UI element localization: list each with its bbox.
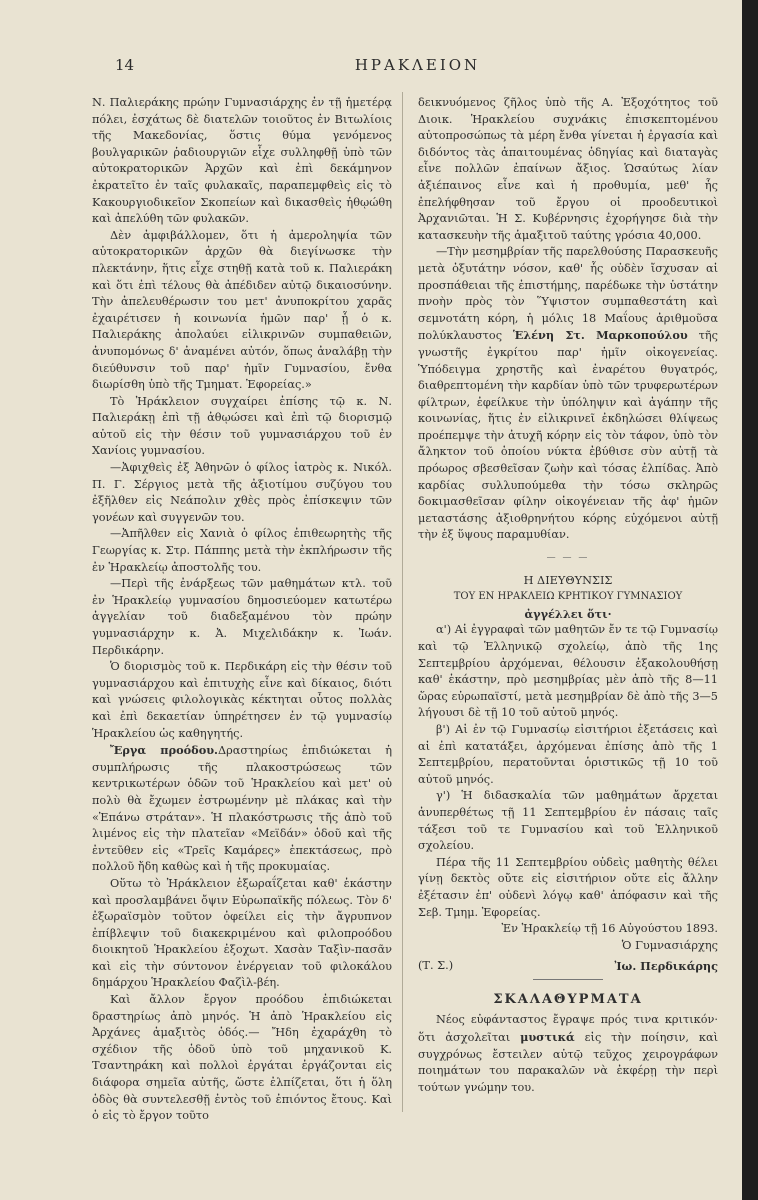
signature: Ἰω. Περδικάρης	[614, 959, 718, 974]
page-header	[115, 56, 720, 78]
paragraph: Καὶ ἄλλον ἔργον προόδου ἐπιδιώκεται δραστηρίως ἀπὸ μηνός. Ἡ ἀπὸ Ἡρακλείου εἰς Ἀρχάνες ἁμαξιτὸς ὁδός.— Ἤδη ἐχαράχθη τὸ σχέδιον τῆς ὁδοῦ ὑπὸ τοῦ μηχανικοῦ Κ. Τσαντηράκη καὶ πολλοὶ ἐργάται ἐργάζονται εἰς διάφορα σημεῖα αὐτῆς, ὥστε ἐλπίζεται, ὅτι ἡ ὅλη ὁδὸς θὰ συντελεσθῇ ἐντὸς τοῦ ἐπιόντος ἔτους. Καὶ ὁ εἰς τὸ ἔργον τοῦτο	[92, 993, 392, 1123]
paragraph	[418, 1012, 718, 1096]
column-divider	[402, 92, 403, 1112]
notice-item: β') Αἱ ἐν τῷ Γυμνασίῳ εἰσιτήριοι ἐξετάσεις καὶ αἱ ἐπὶ κατατάξει, ἀρχόμεναι ἐπίσης ἀπὸ τῆς 1 Σεπτεμβρίου, περατοῦνται ὁριστικῶς τῇ 10 τοῦ αὐτοῦ μηνός.	[418, 722, 718, 786]
notice-item: Πέρα τῆς 11 Σεπτεμβρίου οὐδεὶς μαθητὴς θέλει γίνῃ δεκτὸς οὔτε εἰς εἰσιτήριον οὔτε εἰς ἄλλην ἐξέτασιν ἐπ' οὐδενὶ λόγῳ καθ' ἀπόφασιν καὶ τῆς Σεβ. Τμημ. Ἐφορείας.	[418, 855, 718, 919]
emphasis: μυστικά	[520, 1030, 575, 1045]
notice-school: ΤΟΥ ΕΝ ΗΡΑΚΛΕΙΩ ΚΡΗΤΙΚΟΥ ΓΥΜΝΑΣΙΟΥ	[453, 591, 683, 603]
right-column	[418, 95, 718, 1096]
page-title: ΗΡΑΚΛΕΙΟΝ	[354, 56, 481, 74]
divider	[533, 979, 603, 980]
seal-mark: (Τ. Σ.)	[418, 959, 454, 973]
person-name: Ἑλένη Στ. Μαρκοπούλου	[512, 328, 688, 343]
paragraph-text: —Τὴν μεσημβρίαν τῆς παρελθούσης Παρασκευῆς μετὰ ὀξυτάτην νόσον, καθ' ἧς οὐδὲν ἴσχυσαν αἱ προσπάθειαι τῆς ἐπιστήμης, παρέδωκε τὴν ὑστάτην πνοὴν πρὸς τὸν Ὕψιστον συμπαθεστάτη καὶ σεμνοτάτη κόρη, ἡ μόλις 18 Μαΐους ἀριθμοῦσα πολύκλαυστος	[418, 245, 718, 343]
page-number: 14	[115, 56, 135, 74]
paragraph-text: Δραστηρίως ἐπιδιώκεται ἡ συμπλήρωσις τῆς πλακοστρώσεως τῶν κεντρικωτέρων ὁδῶν τοῦ Ἡρακλείου καὶ μετ' οὐ πολὺ θὰ ἔχωμεν ἐστρωμένην μὲ πλάκας καὶ τὴν «Ἐπάνω στράταν». Ἡ πλακόστρωσις τῆς ἀπὸ τοῦ λιμένος εἰς τὴν πλατεῖαν «Μεϊδάν» ὁδοῦ καὶ τῆς ἐντεῦθεν εἰς «Τρεῖς Καμάρες» ἐπεκτάσεως, πρὸ πολλοῦ ἤδη καθὼς καὶ ἡ τῆς προκυμαίας.	[92, 744, 393, 874]
paragraph: Τὸ Ἡράκλειον συγχαίρει ἐπίσης τῷ κ. Ν. Παλιεράκῃ ἐπὶ τῇ ἀθῳώσει καὶ ἐπὶ τῷ διορισμῷ αὐτοῦ εἰς τὴν θέσιν τοῦ γυμνασιάρχου τοῦ ἐν Χανίοις γυμνασίου.	[92, 394, 392, 458]
notice-issuer: Η ΔΙΕΥΘΥΝΣΙΣ	[523, 573, 613, 587]
divider: — — —	[546, 553, 590, 564]
paragraph-text: Νέος εὐφάνταστος ἔγραψε πρός τινα κριτικόν· ὅτι ἀσχολεῖται	[418, 1013, 718, 1045]
paragraph: δεικνυόμενος ζῆλος ὑπὸ τῆς Α. Ἐξοχότητος τοῦ Διοικ. Ἡρακλείου συχνάκις ἐπισκεπτομένου αὐτοπροσώπως τὰ μέρη ἔνθα γίνεται ἡ ἐργασία καὶ διδόντος τὰς ἀπαιτουμένας ὁδηγίας καὶ διαταγὰς εἶνε πολλῶν ἐπαίνων ἄξιος. Ὡσαύτως λίαν ἀξιέπαινος εἶνε καὶ ἡ προθυμία, μεθ' ἧς ἐπελήφθησαν τοῦ ἔργου οἱ προοδευτικοὶ Ἀρχανιῶται. Ἡ Σ. Κυβέρνησις ἐχορήγησε διὰ τὴν κατασκευὴν τῆς ἁμαξιτοῦ ταύτης γρόσια 40,000.	[418, 96, 718, 242]
paragraph: Οὕτω τὸ Ἡράκλειον ἐξωραΐζεται καθ' ἑκάστην καὶ προσλαμβάνει ὄψιν Εὐρωπαϊκῆς πόλεως. Τὸν δ' ἐξωραϊσμὸν τοῦτον ὀφείλει εἰς τὴν ἄγρυπνον ἐπίβλεψιν τοῦ διακεκριμένου καὶ φιλοπροόδου διοικητοῦ Ἡρακλείου ἐξοχωτ. Χασὰν Ταξὶν-πασᾶν καὶ εἰς τὴν σύντονον ἐνέργειαν τοῦ φιλοκάλου δημάρχου Ἡρακλείου Φαζὶλ-βέη.	[92, 876, 392, 990]
notice-item: α') Αἱ ἐγγραφαὶ τῶν μαθητῶν ἔν τε τῷ Γυμνασίῳ καὶ τῷ Ἑλληνικῷ σχολείῳ, ἀπὸ τῆς 1ης Σεπτεμβρίου ἀρχόμεναι, θέλουσιν ἐξακολουθήσῃ καθ' ἑκάστην, πρὸ μεσημβρίας μὲν ἀπὸ τῆς 8—11 ὥρας εὐρωπαϊστί, μετὰ μεσημβρίαν δὲ ἀπὸ τῆς 3—5 λήγουσι δὲ τῇ 10 τοῦ αὐτοῦ μηνός.	[418, 623, 718, 720]
notice-intro: ἀγγέλλει ὅτι·	[524, 606, 612, 621]
section-heading: Ἔργα προόδου.	[110, 743, 218, 758]
signature-line	[418, 958, 718, 975]
paragraph: —Ἀπῆλθεν εἰς Χανιὰ ὁ φίλος ἐπιθεωρητὴς τῆς Γεωργίας κ. Στρ. Πάππης μετὰ τὴν ἐκπλήρωσιν τῆς ἐν Ἡρακλείῳ ἀποστολῆς του.	[92, 527, 392, 574]
paragraph-text: εἰς τὴν ποίησιν, καὶ συγχρόνως ἔστειλεν αὐτῷ τεῦχος χειρογράφων ποιημάτων του παρακαλῶν νὰ ἐκφέρῃ τὴν περὶ τούτων γνώμην του.	[418, 1031, 719, 1094]
notice-item: γ') Ἡ διδασκαλία τῶν μαθημάτων ἄρχεται ἀνυπερθέτως τῇ 11 Σεπτεμβρίου ἐν πάσαις ταῖς τάξεσι τοῦ τε Γυμνασίου καὶ τοῦ Ἑλληνικοῦ σχολείου.	[418, 789, 718, 853]
notice-date: Ἐν Ἡρακλείῳ τῇ 16 Αὐγούστου 1893.	[501, 922, 718, 936]
paragraph: Δὲν ἀμφιβάλλομεν, ὅτι ἡ ἀμεροληψία τῶν αὐτοκρατορικῶν ἀρχῶν θὰ διεγίνωσκε τὴν πλεκτάνην, ἥτις εἶχε στηθῇ κατὰ τοῦ κ. Παλιεράκη καὶ ὅτι ἐπὶ τέλους θὰ ἀπέδιδεν αὐτῷ δικαιοσύνην. Τὴν ἀπελευθέρωσιν του μετ' ἀνυποκρίτου χαρᾶς ἐχαιρέτισεν ἡ κοινωνία ἡμῶν παρ' ᾗ ὁ κ. Παλιεράκης ἀπολαύει εἰλικρινῶν συμπαθειῶν, ἀνυπομόνως δ' ἀναμένει αὐτόν, ὅπως ἀναλάβῃ τὴν διεύθυνσιν τοῦ παρ' ἡμῖν Γυμνασίου, ἔνθα διωρίσθη ὑπὸ τῆς Τμηματ. Ἐφορείας.»	[92, 228, 392, 392]
paragraph: —Ἀφιχθεὶς ἐξ Ἀθηνῶν ὁ φίλος ἰατρὸς κ. Νικόλ. Π. Γ. Σέργιος μετὰ τῆς ἀξιοτίμου συζύγου του ἐξῆλθεν εἰς Νεάπολιν χθὲς πρὸς ἐπίσκεψιν τῶν γονέων καὶ συγγενῶν του.	[92, 461, 392, 524]
section-title: ΣΚΑΛΑΘΥΡΜΑΤΑ	[493, 991, 643, 1007]
paragraph	[418, 244, 718, 544]
paragraph-text: τῆς γνωστῆς ἐγκρίτου παρ' ἡμῖν οἰκογενείας. Ὑπόδειγμα χρηστῆς καὶ ἐναρέτου θυγατρός, διαθρεπτομένη τὴν καρδίαν ὑπὸ τῶν τρυφερωτέρων φίλτρων, ἐφείλκυε τὴν ὑπόληψιν καὶ ἀγάπην τῆς κοινωνίας, ἥτις ἐν εἰλικρινεῖ ἐκδηλώσει θλίψεως προέπεμψε τὴν ἀτυχῆ κόρην εἰς τὸν τάφον, ὑπὸ τὸν ἄληκτον τοῦ ὁποίου νύκτα ἐβύθισε σὺν αὐτῇ τὰ πρόωρος σβεσθεῖσαν ζωὴν καὶ τόσας ἐλπίδας. Ἀπὸ καρδίας συλλυπούμεθα τὴν τόσω σκληρῶς δοκιμασθεῖσαν φίλην οἰκογένειαν τῆς ἀφ' ἡμῶν μεταστάσης ἀξιοθρηνήτου κόρης εὐχόμενοι αὐτῇ τὴν ἐξ ὕψους παραμυθίαν.	[418, 329, 718, 542]
paragraph	[92, 742, 392, 876]
paragraph: Ὁ διορισμὸς τοῦ κ. Περδικάρη εἰς τὴν θέσιν τοῦ γυμνασιάρχου καὶ ἐπιτυχὴς εἶνε καὶ δίκαιος, διότι καὶ γνώσεις φιλολογικὰς κέκτηται οὗτος πολλὰς καὶ ἐπὶ δεκαετίαν ὑπηρέτησεν ἐν τῷ γυμνασίῳ Ἡρακλείου ὡς καθηγητής.	[92, 660, 392, 740]
paragraph: —Περὶ τῆς ἐνάρξεως τῶν μαθημάτων κτλ. τοῦ ἐν Ἡρακλείῳ γυμνασίου δημοσιεύομεν κατωτέρω ἀγγελίαν τοῦ διαδεξαμένου τὸν πρώην γυμνασιάρχην κ. Ἀ. Μιχελιδάκην κ. Ἰωάν. Περδικάρην.	[92, 577, 392, 657]
notice-role: Ὁ Γυμνασιάρχης	[621, 938, 718, 952]
scan-edge	[742, 0, 758, 1200]
left-column	[92, 95, 392, 1125]
paragraph: Ν. Παλιεράκης πρώην Γυμνασιάρχης ἐν τῇ ἡμετέρᾳ πόλει, ἐσχάτως δὲ διατελῶν τοιοῦτος ἐν Βιτωλίοις τῆς Μακεδονίας, ὅστις θύμα γενόμενος βουλγαρικῶν ῥαδιουργιῶν εἶχε συλληφθῇ ὑπὸ τῶν αὐτοκρατορικῶν Ἀρχῶν καὶ ἐπὶ δεκάμηνον ἐκρατεῖτο ἐν ταῖς φυλακαῖς, παραπεμφθεὶς εἰς τὸ Κακουργιοδικεῖον Σκοπείων καὶ δικασθεὶς ἠθῳώθη καὶ ἀπελύθη τῶν φυλακῶν.	[92, 96, 392, 226]
